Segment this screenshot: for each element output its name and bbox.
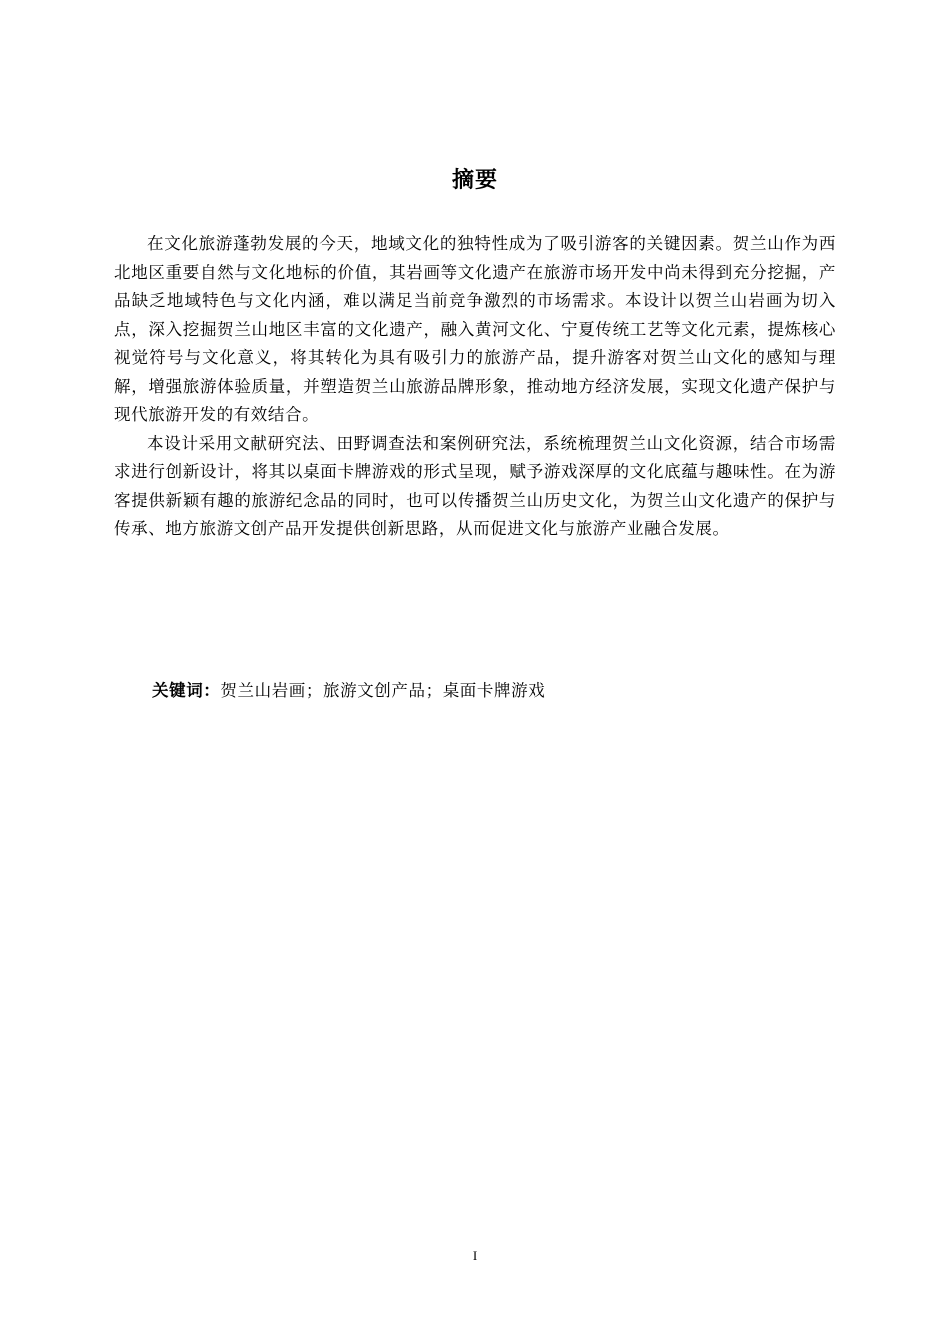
- keywords-label: 关键词：: [152, 681, 221, 700]
- keywords-line: [152, 677, 832, 705]
- keywords-text: 贺兰山岩画；旅游文创产品；桌面卡牌游戏: [220, 681, 546, 700]
- abstract-paragraph-2: 本设计采用文献研究法、田野调查法和案例研究法，系统梳理贺兰山文化资源，结合市场需求进行创新设计，将其以桌面卡牌游戏的形式呈现，赋予游戏深厚的文化底蕴与趣味性。在为游客提供新颖有趣的旅游纪念品的同时，也可以传播贺兰山历史文化，为贺兰山文化遗产的保护与传承、地方旅游文创产品开发提供创新思路，从而促进文化与旅游产业融合发展。: [114, 433, 836, 538]
- page-title: 摘要: [451, 168, 498, 193]
- page-number: I: [472, 1248, 478, 1263]
- abstract-paragraph-1: 在文化旅游蓬勃发展的今天，地域文化的独特性成为了吸引游客的关键因素。贺兰山作为西北地区重要自然与文化地标的价值，其岩画等文化遗产在旅游市场开发中尚未得到充分挖掘，产品缺乏地域特色与文化内涵，难以满足当前竞争激烈的市场需求。本设计以贺兰山岩画为切入点，深入挖掘贺兰山地区丰富的文化遗产，融入黄河文化、宁夏传统工艺等文化元素，提炼核心视觉符号与文化意义，将其转化为具有吸引力的旅游产品，提升游客对贺兰山文化的感知与理解，增强旅游体验质量，并塑造贺兰山旅游品牌形象，推动地方经济发展，实现文化遗产保护与现代旅游开发的有效结合。: [114, 234, 836, 424]
- abstract-body: [114, 230, 836, 544]
